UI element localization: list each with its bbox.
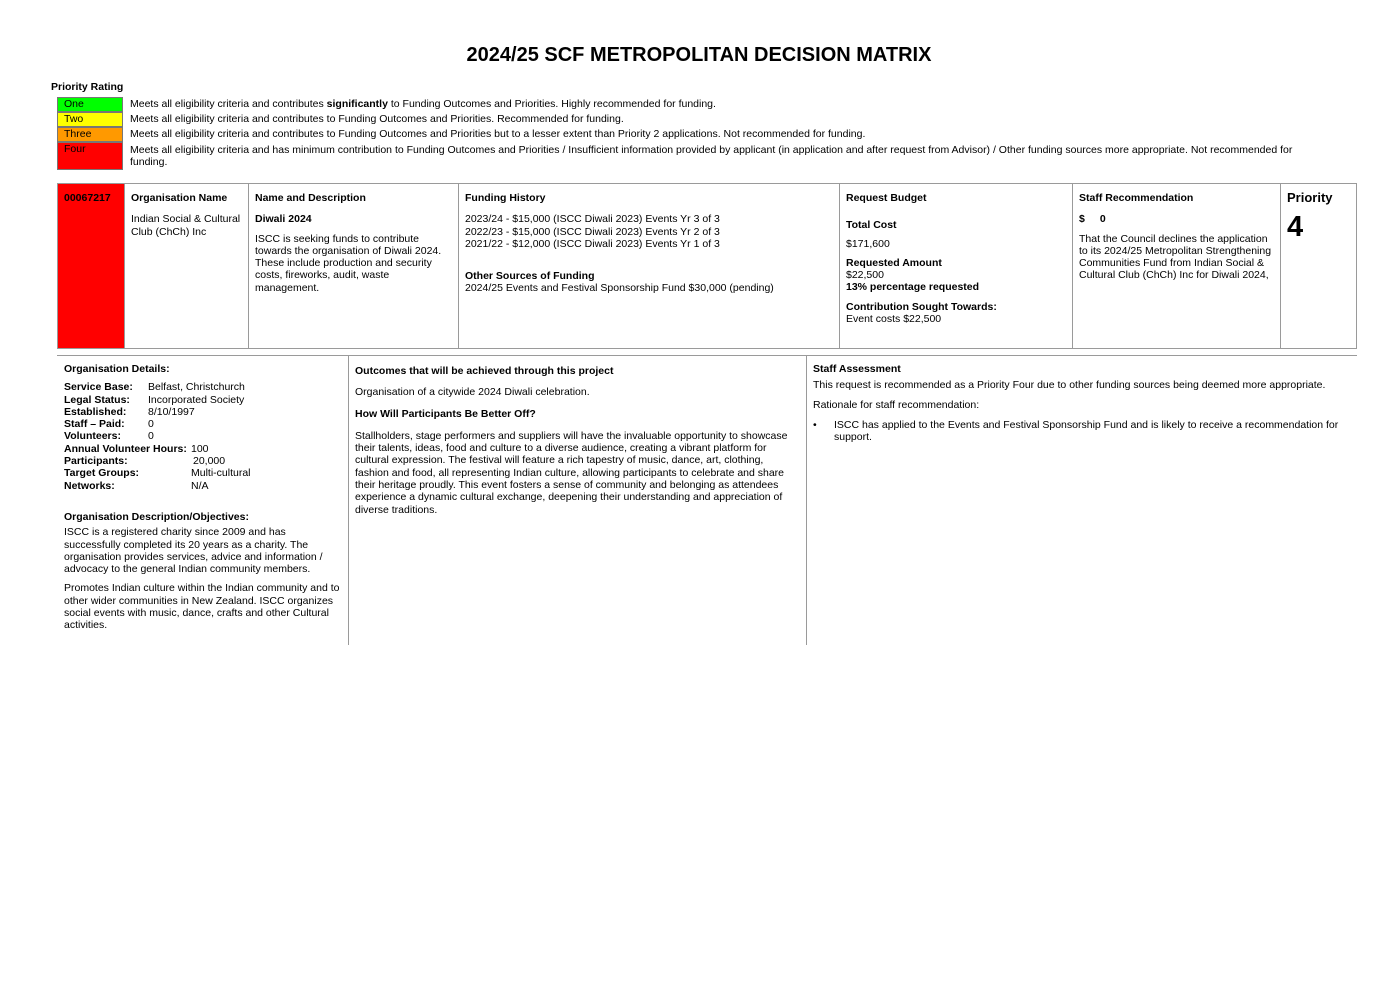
funding-history-item: 2022/23 - $15,000 (ISCC Diwali 2023) Events Yr 2 of 3 <box>465 225 720 238</box>
rationale-label: Rationale for staff recommendation: <box>813 398 980 411</box>
assessment-header: Staff Assessment <box>813 363 901 375</box>
org-details-section <box>64 363 344 632</box>
priority-two-swatch: Two <box>57 112 123 127</box>
detail-row: Established: 8/10/1997 <box>64 405 195 418</box>
bullet-icon: • <box>813 418 817 431</box>
other-sources: 2024/25 Events and Festival Sponsorship Fund $30,000 (pending) <box>465 282 774 295</box>
project-description-cell <box>255 192 451 294</box>
staff-assessment-section <box>813 363 1353 443</box>
priority-header: Priority <box>1287 190 1333 205</box>
org-name: Indian Social & Cultural Club (ChCh) Inc <box>131 213 241 238</box>
percentage-requested: 13% percentage requested <box>846 281 980 294</box>
contribution-label: Contribution Sought Towards: <box>846 300 997 313</box>
priority-four-text: Meets all eligibility criteria and has minimum contribution to Funding Outcomes and Priorities / Insufficient information provided by applicant (in application and after request from Advisor) / Other funding sources more appropriate. Not recommended for funding. <box>130 144 1293 169</box>
detail-row: Legal Status: Incorporated Society <box>64 393 245 406</box>
funding-history-list <box>465 213 835 250</box>
recommended-amount: $ 0 <box>1079 213 1106 226</box>
org-description-p2: Promotes Indian culture within the Indian community and to other wider communities in New Zealand. ISCC organizes social events with music, dance, crafts and other Cultural activities. <box>64 582 340 632</box>
project-name: Diwali 2024 <box>255 213 312 226</box>
description-header: Name and Description <box>255 192 366 204</box>
org-name-header: Organisation Name <box>131 192 228 204</box>
detail-row: Annual Volunteer Hours: 100 <box>64 442 209 455</box>
priority-three-text: Meets all eligibility criteria and contributes to Funding Outcomes and Priorities but to a lesser extent than Priority 2 applications. Not recommended for funding. <box>130 128 866 140</box>
funding-history-item: 2023/24 - $15,000 (ISCC Diwali 2023) Events Yr 3 of 3 <box>465 213 720 226</box>
org-description-p1: ISCC is a registered charity since 2009 and has successfully completed its 20 years as a charity. The organisation provides services, advice and information / advocacy to the general Indian community members. <box>64 526 323 576</box>
detail-row: Staff – Paid: 0 <box>64 418 154 431</box>
application-id: 00067217 <box>64 192 111 204</box>
recommendation-header: Staff Recommendation <box>1079 192 1194 204</box>
rationale-list <box>813 419 1353 444</box>
org-details-list <box>64 381 344 492</box>
recommendation-text: That the Council declines the application to its 2024/25 Metropolitan Strengthening Communities Fund from Indian Social & Cultural Club (ChCh) Inc for Diwali 2024, <box>1079 232 1272 282</box>
application-id-cell <box>58 184 124 348</box>
funding-history-cell <box>465 192 835 295</box>
rationale-item: • ISCC has applied to the Events and Festival Sponsorship Fund and is likely to receive a recommendation for support. <box>813 418 1339 444</box>
contribution-value: Event costs $22,500 <box>846 313 942 326</box>
budget-header: Request Budget <box>846 192 927 204</box>
detail-row: Target Groups: Multi-cultural <box>64 467 251 480</box>
page-title: 2024/25 SCF METROPOLITAN DECISION MATRIX <box>466 44 932 66</box>
detail-row: Networks: N/A <box>64 479 209 492</box>
outcomes-text: Organisation of a citywide 2024 Diwali celebration. <box>355 386 590 399</box>
priority-two-text: Meets all eligibility criteria and contributes to Funding Outcomes and Priorities. Recommended for funding. <box>130 113 624 125</box>
outcomes-header: Outcomes that will be achieved through this project <box>355 365 614 377</box>
project-description: ISCC is seeking funds to contribute towards the organisation of Diwali 2024. These include production and security costs, fireworks, audit, waste management. <box>255 232 442 294</box>
other-sources-header: Other Sources of Funding <box>465 270 595 283</box>
priority-four-swatch: Four <box>57 142 123 170</box>
requested-amount-label: Requested Amount <box>846 256 942 269</box>
org-name-cell <box>131 192 245 238</box>
request-budget-cell <box>846 192 1068 325</box>
priority-one-text: Meets all eligibility criteria and contributes significantly to Funding Outcomes and Priorities. Highly recommended for funding. <box>130 98 716 110</box>
outcomes-section <box>355 365 795 516</box>
priority-value: 4 <box>1287 211 1304 243</box>
priority-one-swatch: One <box>57 97 123 112</box>
assessment-text: This request is recommended as a Priority Four due to other funding sources being deemed more appropriate. <box>813 379 1326 392</box>
funding-history-header: Funding History <box>465 192 546 204</box>
detail-row: Participants: 20,000 <box>64 455 226 468</box>
org-description-header: Organisation Description/Objectives: <box>64 510 249 523</box>
funding-history-item: 2021/22 - $12,000 (ISCC Diwali 2023) Events Yr 1 of 3 <box>465 237 720 250</box>
priority-rating-label: Priority Rating <box>51 81 124 93</box>
total-cost: $171,600 <box>846 237 890 250</box>
detail-row: Volunteers: 0 <box>64 430 154 443</box>
staff-recommendation-cell <box>1079 192 1275 282</box>
requested-amount: $22,500 <box>846 269 884 282</box>
priority-cell <box>1287 190 1333 243</box>
participants-header: How Will Participants Be Better Off? <box>355 407 536 420</box>
detail-row: Service Base: Belfast, Christchurch <box>64 381 245 394</box>
total-cost-label: Total Cost <box>846 219 897 232</box>
org-details-header: Organisation Details: <box>64 363 170 375</box>
participants-text: Stallholders, stage performers and suppliers will have the invaluable opportunity to showcase their talents, ideas, food and culture to a diverse audience, creating a vibrant platform for cultural expression. The festival will feature a rich tapestry of music, dance, art, clothing, fashion and food, all representing Indian culture, allowing participants to celebrate and share their heritage proudly. This event fosters a sense of community and belonging as attendees experience a dynamic cultural exchange, deepening their understanding and appreciation of diverse traditions. <box>355 429 788 516</box>
priority-three-swatch: Three <box>57 127 123 142</box>
